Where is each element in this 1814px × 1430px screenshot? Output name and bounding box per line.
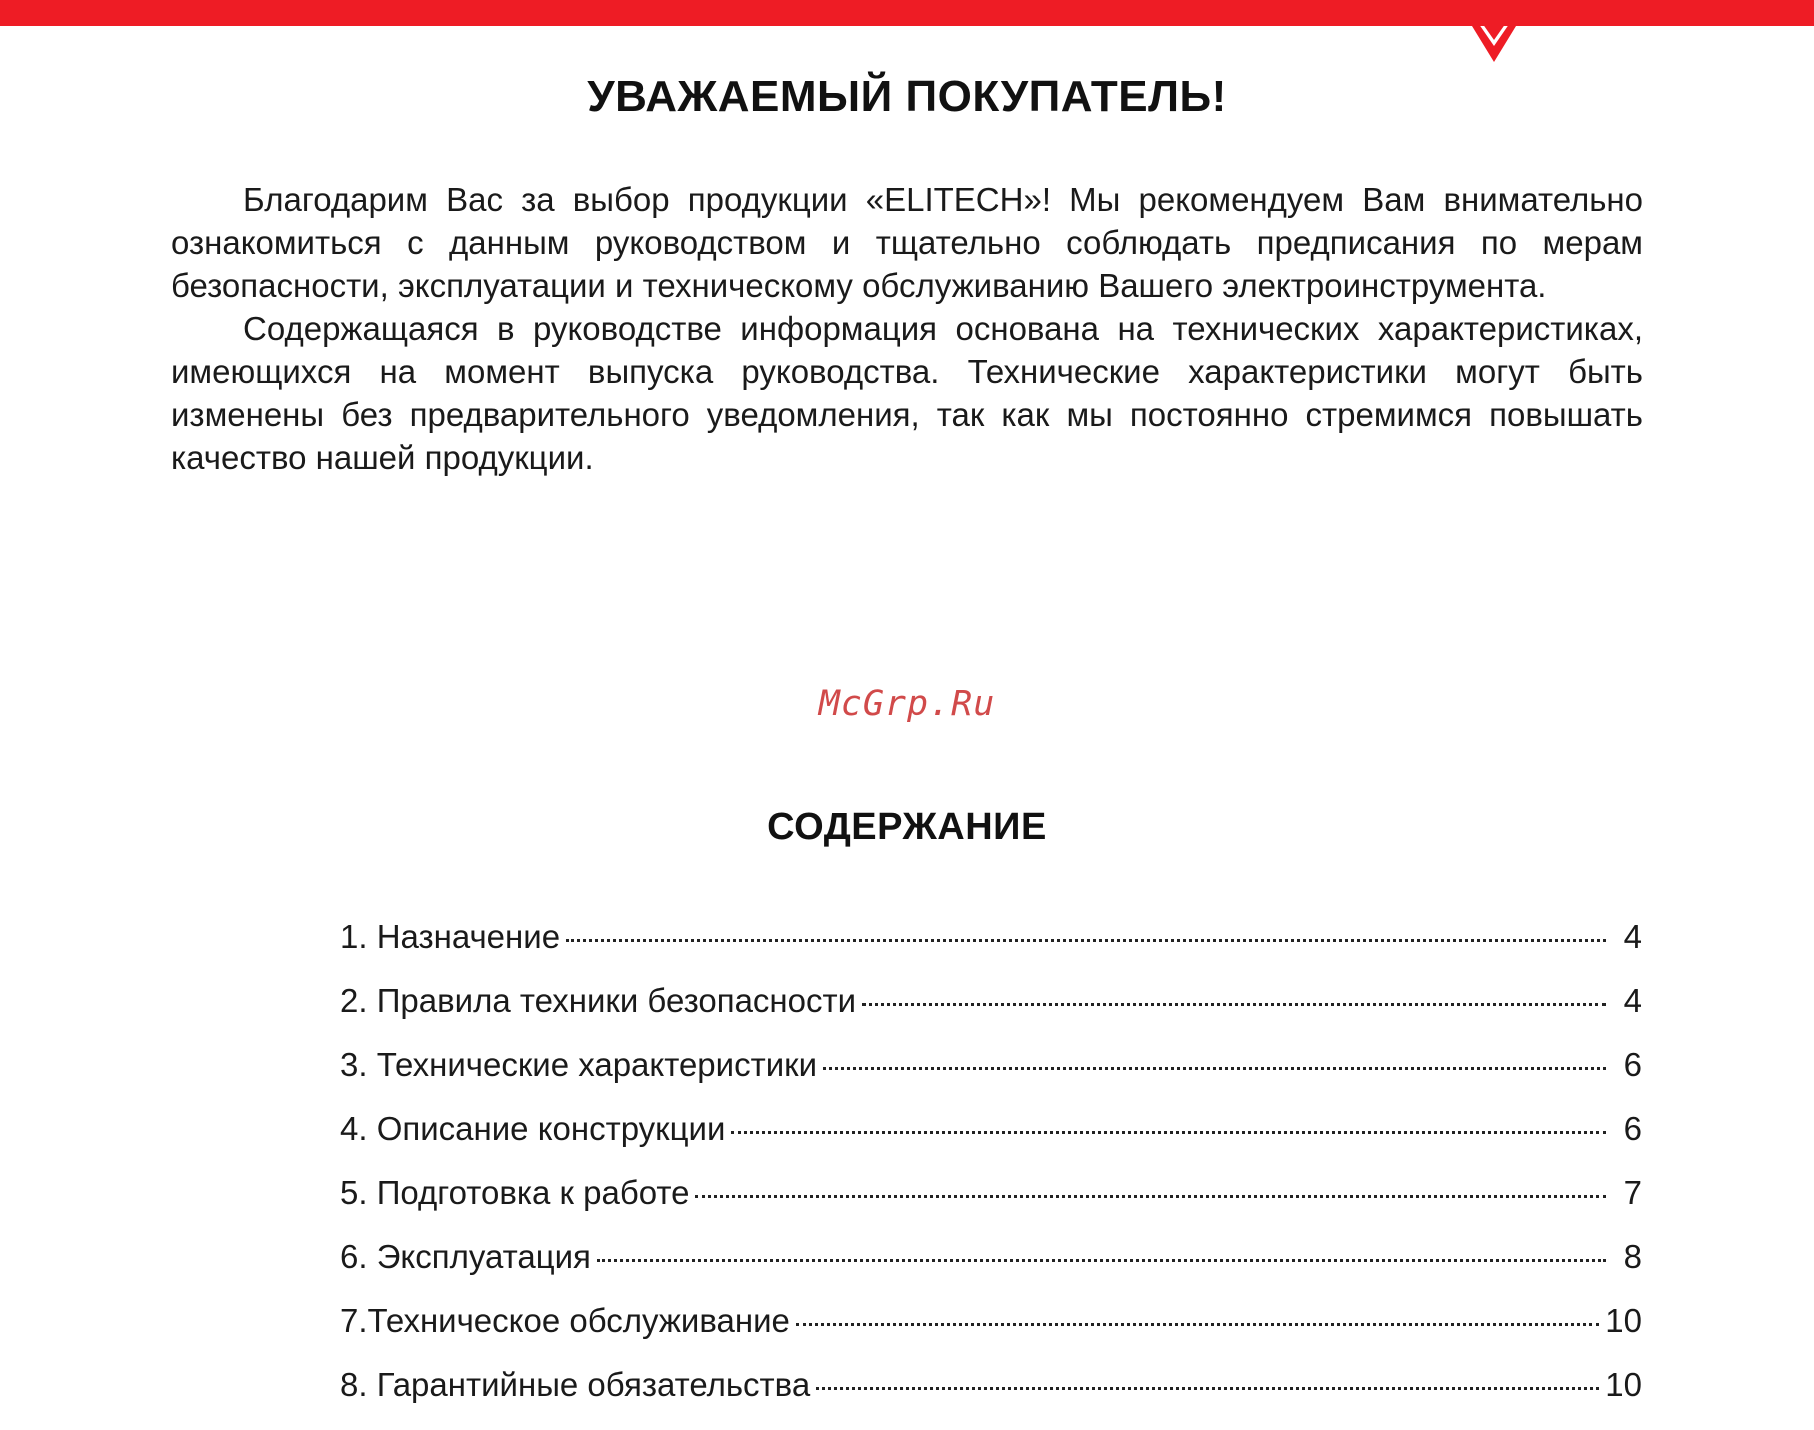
toc-page-number: 8 [1623, 1238, 1642, 1275]
intro-paragraph: Содержащаяся в руководстве информация основана на технических характеристиках, имеющихся на момент выпуска руководства. Технические характеристики могут быть изменены без предварительного уведомления, так как мы постоянно стремимся повышать качество нашей продукции. [171, 310, 1643, 476]
toc-entry-warranty[interactable] [340, 1366, 1642, 1430]
toc-entry-preparation[interactable] [340, 1174, 1642, 1238]
toc-entry-label: 8. Гарантийные обязательства [340, 1366, 811, 1403]
toc-entry-label: 5. Подготовка к работе [340, 1174, 690, 1211]
toc-dot-leader [695, 1195, 1606, 1198]
toc-entry-label: 1. Назначение [340, 918, 561, 955]
toc-entry-purpose[interactable] [340, 918, 1642, 982]
toc-entry-safety-rules[interactable] [340, 982, 1642, 1046]
top-red-band [0, 0, 1814, 26]
intro-text [171, 178, 1643, 479]
toc-page-number: 6 [1623, 1046, 1642, 1083]
toc-entry-operation[interactable] [340, 1238, 1642, 1302]
toc-page-number: 4 [1623, 918, 1642, 955]
greeting-title: УВАЖАЕМЫЙ ПОКУПАТЕЛЬ! [587, 72, 1227, 121]
toc-page-number: 6 [1623, 1110, 1642, 1147]
toc-entry-design-description[interactable] [340, 1110, 1642, 1174]
toc-dot-leader [566, 939, 1606, 942]
toc-entry-specifications[interactable] [340, 1046, 1642, 1110]
toc-dot-leader [731, 1131, 1606, 1134]
toc-page-number: 10 [1605, 1366, 1642, 1403]
red-notch-marker [1466, 0, 1522, 62]
contents-title: СОДЕРЖАНИЕ [767, 806, 1047, 848]
toc-page-number: 7 [1623, 1174, 1642, 1211]
toc-dot-leader [597, 1259, 1606, 1262]
toc-entry-label: 3. Технические характеристики [340, 1046, 818, 1083]
table-of-contents [340, 918, 1642, 1430]
toc-entry-label: 6. Эксплуатация [340, 1238, 591, 1275]
toc-page-number: 10 [1605, 1302, 1642, 1339]
toc-entry-label: 2. Правила техники безопасности [340, 982, 857, 1019]
toc-dot-leader [796, 1323, 1599, 1326]
toc-dot-leader [823, 1067, 1606, 1070]
toc-dot-leader [816, 1387, 1599, 1390]
watermark-text: McGrp.Ru [818, 684, 996, 724]
toc-entry-label: 7.Техническое обслуживание [340, 1302, 790, 1339]
toc-entry-label: 4. Описание конструкции [340, 1110, 726, 1147]
intro-paragraph: Благодарим Вас за выбор продукции «ELITECH»! Мы рекомендуем Вам внимательно ознакомиться с данным руководством и тщательно соблюдать предписания по мерам безопасности, эксплуатации и техническому обслуживанию Вашего электроинструмента. [171, 181, 1643, 304]
toc-page-number: 4 [1623, 982, 1642, 1019]
toc-entry-maintenance[interactable] [340, 1302, 1642, 1366]
toc-dot-leader [862, 1003, 1606, 1006]
